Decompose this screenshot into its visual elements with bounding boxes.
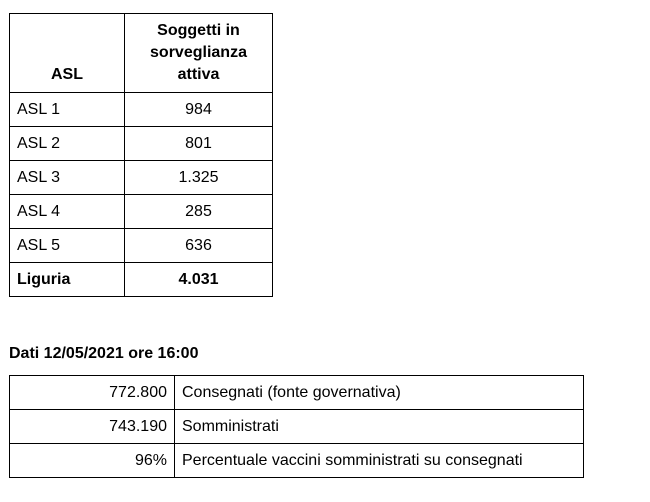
soggetti-header-line-2: sorveglianza (150, 44, 247, 61)
asl-name-cell: ASL 3 (10, 161, 125, 195)
asl-name-cell: ASL 5 (10, 229, 125, 263)
asl-name-cell: ASL 4 (10, 195, 125, 229)
asl-name-cell: ASL 2 (10, 127, 125, 161)
soggetti-header-line-1: Soggetti in (157, 22, 240, 39)
vaccine-value-cell: 96% (10, 444, 175, 478)
total-row (10, 263, 273, 297)
asl-table-header-row (10, 14, 273, 93)
soggetti-header-line-3: attiva (177, 66, 220, 83)
table-row (10, 161, 273, 195)
asl-value-cell: 984 (125, 93, 273, 127)
asl-value-cell: 801 (125, 127, 273, 161)
vaccine-stats-table (9, 375, 584, 478)
asl-surveillance-table (9, 13, 273, 297)
table-row (10, 376, 584, 410)
asl-value-cell: 636 (125, 229, 273, 263)
vaccine-label-cell: Somministrati (175, 410, 584, 444)
vaccine-value-cell: 743.190 (10, 410, 175, 444)
total-value-cell: 4.031 (125, 263, 273, 297)
table-row (10, 410, 584, 444)
asl-value-cell: 1.325 (125, 161, 273, 195)
total-name-cell: Liguria (10, 263, 125, 297)
vaccine-label-cell: Consegnati (fonte governativa) (175, 376, 584, 410)
table-row (10, 93, 273, 127)
asl-value-cell: 285 (125, 195, 273, 229)
asl-column-header: ASL (10, 14, 125, 93)
vaccine-value-cell: 772.800 (10, 376, 175, 410)
table-row (10, 229, 273, 263)
asl-name-cell: ASL 1 (10, 93, 125, 127)
soggetti-column-header (125, 14, 273, 93)
table-row (10, 127, 273, 161)
vaccine-label-cell: Percentuale vaccini somministrati su consegnati (175, 444, 584, 478)
table-row (10, 444, 584, 478)
data-timestamp-caption: Dati 12/05/2021 ore 16:00 (9, 345, 199, 362)
table-row (10, 195, 273, 229)
